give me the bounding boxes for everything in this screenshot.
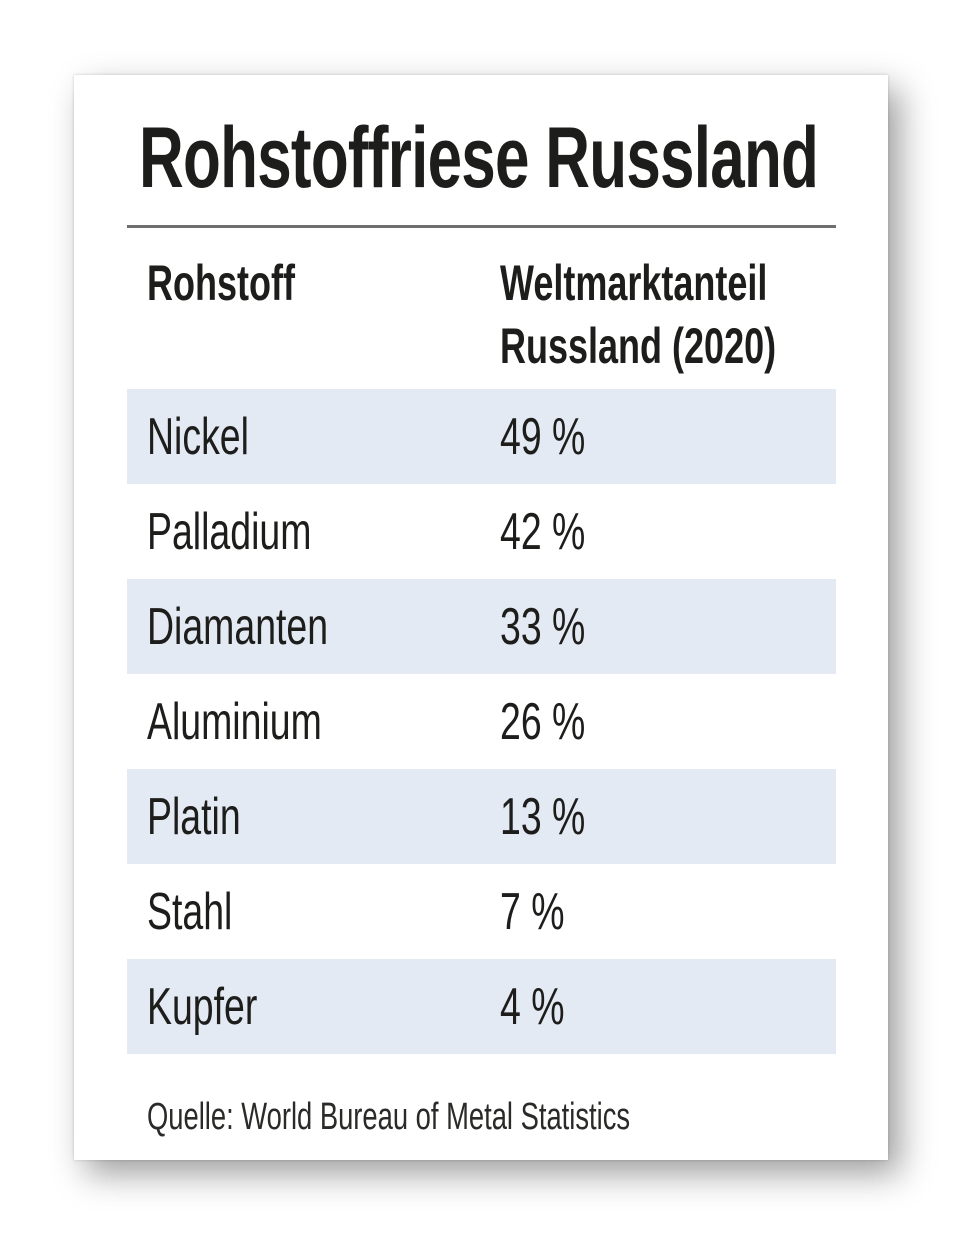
column-header-weltmarktanteil [500, 252, 883, 382]
row-rohstoff [127, 977, 500, 1037]
row-rohstoff [127, 597, 500, 657]
row-anteil [500, 882, 836, 942]
table-row [127, 769, 836, 864]
row-rohstoff [127, 787, 500, 847]
row-rohstoff-text: Stahl [147, 882, 233, 941]
row-anteil [500, 692, 836, 752]
source-text: Quelle: World Bureau of Metal Statistics [147, 1096, 631, 1138]
page-title [139, 110, 836, 206]
row-rohstoff-text: Kupfer [147, 977, 258, 1036]
row-anteil [500, 787, 836, 847]
row-anteil-text: 42 % [500, 502, 586, 561]
row-rohstoff [127, 407, 500, 467]
row-rohstoff-text: Aluminium [147, 692, 322, 751]
table-row [127, 674, 836, 769]
row-anteil-text: 33 % [500, 597, 586, 656]
column-header-rohstoff: Rohstoff [147, 255, 295, 311]
row-anteil-text: 4 % [500, 977, 565, 1036]
row-rohstoff-text: Platin [147, 787, 241, 846]
row-anteil-text: 26 % [500, 692, 586, 751]
title-divider [127, 225, 836, 228]
row-anteil-text: 7 % [500, 882, 565, 941]
column-header-line1: Weltmarktanteil [500, 255, 768, 311]
row-anteil [500, 407, 836, 467]
row-anteil-text: 13 % [500, 787, 586, 846]
table-row [127, 864, 836, 959]
row-anteil [500, 977, 836, 1037]
row-rohstoff [127, 882, 500, 942]
table-row [127, 389, 836, 484]
row-rohstoff-text: Nickel [147, 407, 249, 466]
table-body [127, 389, 836, 1054]
table-header [127, 252, 836, 382]
table-row [127, 579, 836, 674]
table-row [127, 959, 836, 1054]
infographic-card [74, 75, 888, 1160]
row-rohstoff [127, 692, 500, 752]
source-line [147, 1096, 836, 1139]
row-rohstoff-text: Diamanten [147, 597, 329, 656]
row-rohstoff-text: Palladium [147, 502, 312, 561]
table-row [127, 484, 836, 579]
row-anteil [500, 597, 836, 657]
page-title-text: Rohstoffriese Russland [139, 110, 819, 206]
column-header-line2: Russland (2020) [500, 318, 777, 374]
row-rohstoff [127, 502, 500, 562]
row-anteil-text: 49 % [500, 407, 586, 466]
row-anteil [500, 502, 836, 562]
